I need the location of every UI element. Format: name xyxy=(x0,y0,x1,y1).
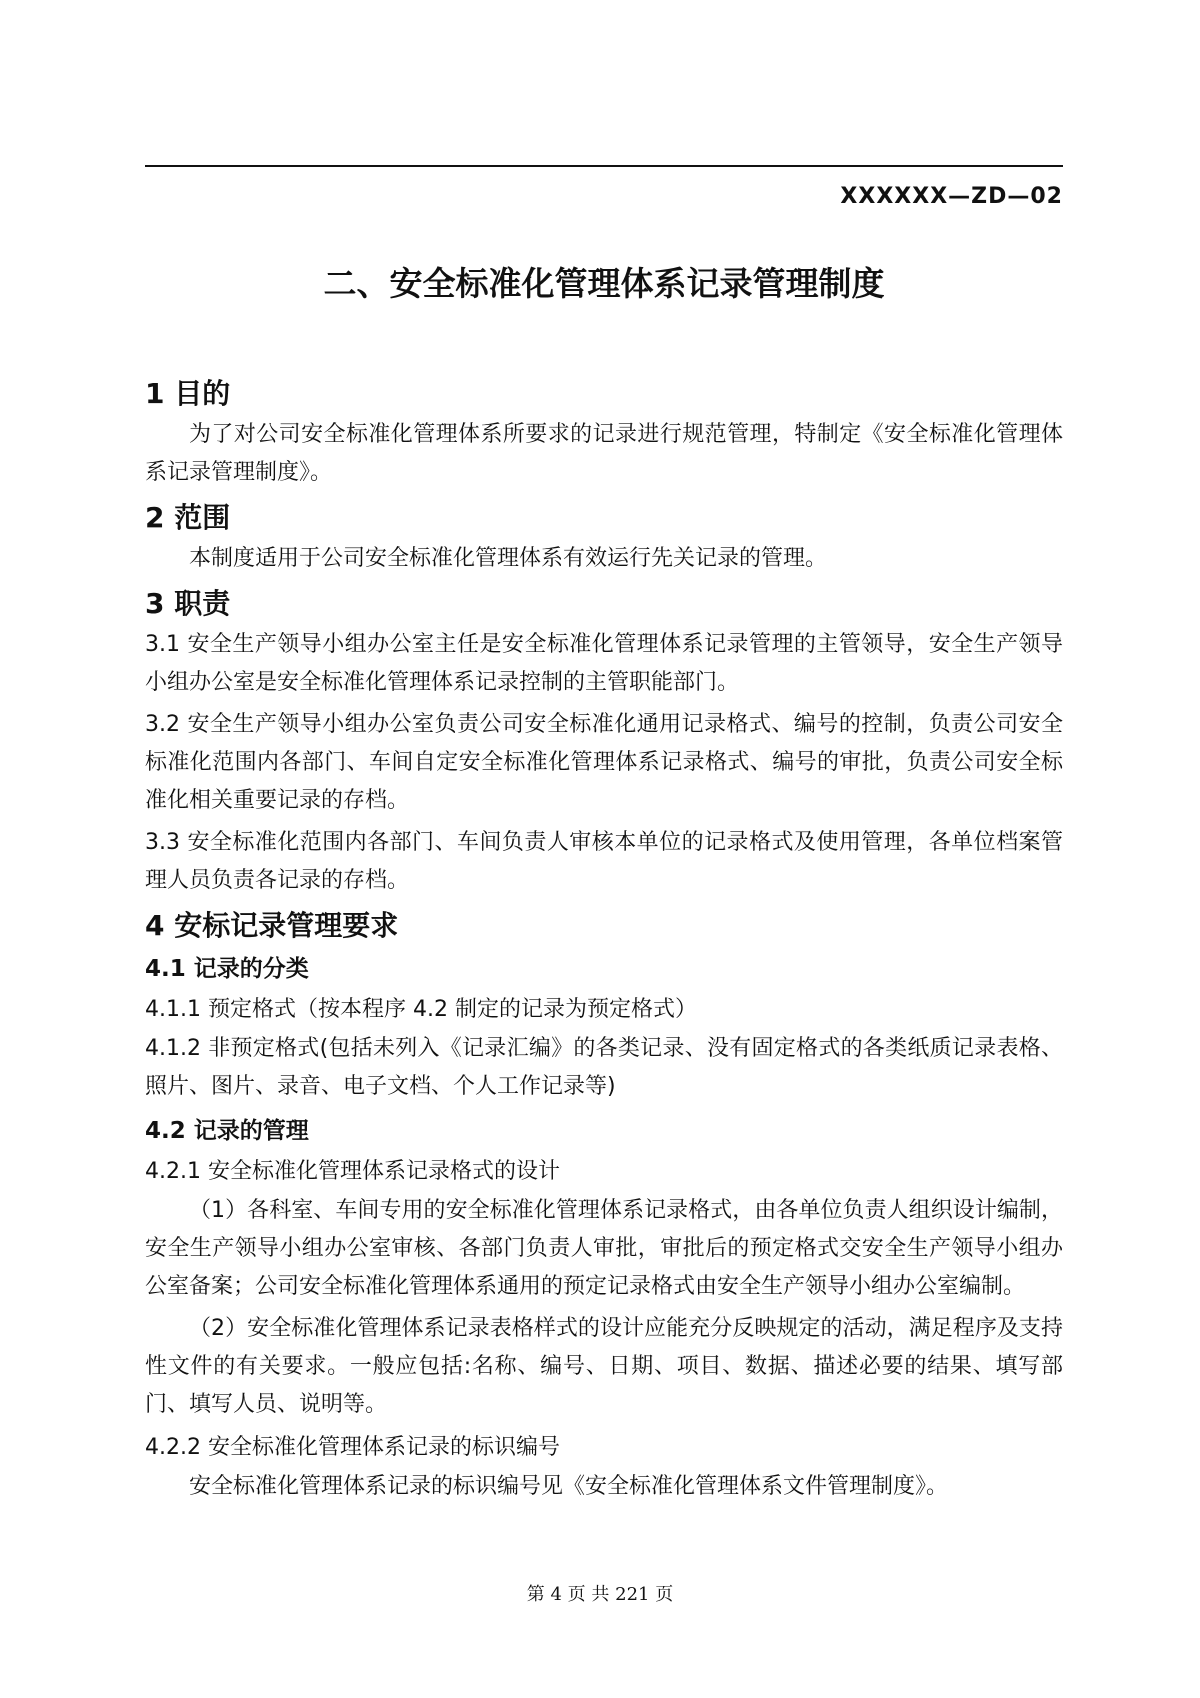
section-heading-purpose: 1 目的 xyxy=(145,377,231,410)
document-code: XXXXXX—ZD—02 xyxy=(840,184,1063,209)
paragraph-3-2: 3.2 安全生产领导小组办公室负责公司安全标准化通用记录格式、编号的控制，负责公司安全标准化范围内各部门、车间自定安全标准化管理体系记录格式、编号的审批，负责公司安全标准化相关重要记录的存档。 xyxy=(145,712,1063,813)
paragraph-scope: 本制度适用于公司安全标准化管理体系有效运行先关记录的管理。 xyxy=(189,546,828,571)
paragraph-3-3: 3.3 安全标准化范围内各部门、车间负责人审核本单位的记录格式及使用管理，各单位档案管理人员负责各记录的存档。 xyxy=(145,830,1063,893)
header-rule xyxy=(145,165,1063,167)
section-heading-requirements: 4 安标记录管理要求 xyxy=(145,909,399,942)
subsection-heading-4-2: 4.2 记录的管理 xyxy=(145,1118,309,1144)
item-4-2-1: 4.2.1 安全标准化管理体系记录格式的设计 xyxy=(145,1159,560,1184)
paragraph-3-1: 3.1 安全生产领导小组办公室主任是安全标准化管理体系记录管理的主管领导，安全生产领导小组办公室是安全标准化管理体系记录控制的主管职能部门。 xyxy=(145,632,1063,695)
paragraph-4-2-1-1: （1）各科室、车间专用的安全标准化管理体系记录格式，由各单位负责人组织设计编制，安全生产领导小组办公室审核、各部门负责人审批，审批后的预定格式交安全生产领导小组办公室备案；公司安全标准化管理体系通用的预定记录格式由安全生产领导小组办公室编制。 xyxy=(145,1198,1063,1299)
paragraph-purpose: 为了对公司安全标准化管理体系所要求的记录进行规范管理，特制定《安全标准化管理体系记录管理制度》。 xyxy=(145,422,1063,485)
item-4-1-1: 4.1.1 预定格式（按本程序 4.2 制定的记录为预定格式） xyxy=(145,997,697,1022)
section-heading-responsibilities: 3 职责 xyxy=(145,587,231,620)
item-4-2-2: 4.2.2 安全标准化管理体系记录的标识编号 xyxy=(145,1435,560,1460)
section-heading-scope: 2 范围 xyxy=(145,501,231,534)
page-number: 第 4 页 共 221 页 xyxy=(526,1584,674,1605)
document-body xyxy=(145,372,1063,1510)
document-title: 二、安全标准化管理体系记录管理制度 xyxy=(323,264,885,303)
paragraph-4-2-2: 安全标准化管理体系记录的标识编号见《安全标准化管理体系文件管理制度》。 xyxy=(189,1474,949,1499)
item-4-1-2: 4.1.2 非预定格式(包括未列入《记录汇编》的各类记录、没有固定格式的各类纸质记录表格、照片、图片、录音、电子文档、个人工作记录等) xyxy=(145,1036,1063,1099)
subsection-heading-4-1: 4.1 记录的分类 xyxy=(145,956,309,982)
paragraph-4-2-1-2: （2）安全标准化管理体系记录表格样式的设计应能充分反映规定的活动，满足程序及支持性文件的有关要求。一般应包括:名称、编号、日期、项目、数据、描述必要的结果、填写部门、填写人员、说明等。 xyxy=(145,1316,1063,1417)
